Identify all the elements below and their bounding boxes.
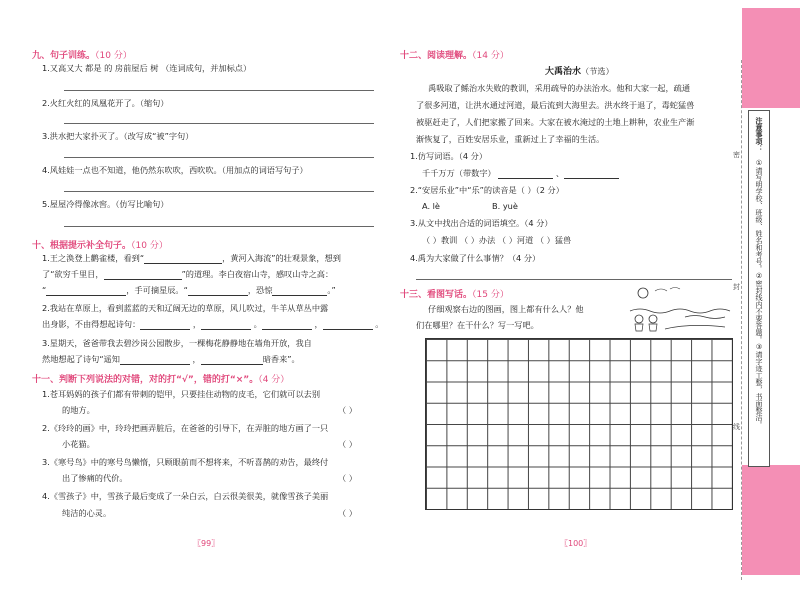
q11-1-line1: 1.苍耳妈妈的孩子们都有带刺的铠甲，只要挂住动物的皮毛，它们就可以去别 — [42, 389, 321, 399]
q11-3-line1: 3.《寒号鸟》中的寒号鸟懒惰，只顾眼前而不想将来，不听喜鹊的劝告，最终付 — [42, 457, 329, 467]
text: ，恐惊 — [247, 285, 273, 295]
q10-3-line1: 3.星期天，爸爸带我去碧沙岗公园散步，一棵梅花静静地在墙角开放，我自 — [42, 338, 312, 348]
fill-blank[interactable] — [564, 170, 619, 179]
passage-line: 了很多河道，让洪水通过河道，最后流到大海里去。洪水终于退了，毒蛇猛兽 — [416, 100, 695, 110]
fill-blank[interactable] — [201, 321, 251, 330]
page-number-right: 〖100〗 — [560, 539, 592, 548]
q10-2-line2: 出身影，不由得想起诗句： ， 。 ， 。 — [42, 319, 384, 329]
section-title-text: 十二、阅读理解。 — [400, 51, 473, 61]
section-12-title — [400, 48, 509, 61]
q9-3: 3.洪水把大家扑灭了。（改写成“被”字句） — [42, 131, 194, 141]
notice-panel — [748, 110, 770, 467]
judge-paren[interactable]: （ ） — [338, 508, 357, 518]
section-title-text: 九、句子训练。 — [32, 51, 96, 61]
section-11-title — [32, 372, 289, 385]
passage-note: （节选） — [581, 66, 614, 76]
option-a[interactable]: A. lè — [422, 201, 440, 211]
answer-line[interactable] — [64, 90, 374, 91]
answer-line[interactable] — [64, 226, 374, 227]
text: 。” — [327, 285, 336, 295]
q9-5: 5.屋屋冷得像冰窖。（仿写比喻句） — [42, 199, 169, 209]
passage-line: 渐恢复了，百姓安居乐业，重新过上了幸福的生活。 — [416, 134, 605, 144]
fill-blank[interactable] — [120, 356, 190, 365]
example-word: 千千万万（带数字） — [422, 168, 496, 178]
text: ，黄河入海流”的壮观景象，想到 — [222, 253, 341, 263]
section-points: （10 分） — [131, 241, 168, 251]
q9-4: 4.风娃娃一点也不知道，他仍然东吹吹，西吹吹。（用加点的词语写句子） — [42, 165, 308, 175]
page-number-text: 99 — [201, 539, 212, 548]
fill-blank[interactable] — [323, 321, 373, 330]
section-10-title — [32, 238, 168, 251]
section-points: （15 分） — [472, 290, 509, 300]
section-points: （4 分） — [258, 375, 290, 385]
child-figure-icon — [635, 315, 643, 331]
notice-title: 注意事项： — [755, 117, 763, 152]
judge-paren[interactable]: （ ） — [338, 439, 357, 449]
fill-blank[interactable] — [104, 271, 182, 280]
prompt-line: 们在哪里？在干什么？写一写吧。 — [416, 320, 539, 330]
passage-heading: 大禹治水 — [545, 67, 582, 77]
seal-mark-feng: 封 — [733, 283, 740, 291]
pink-corner-tab-top — [742, 8, 800, 108]
shore-icon — [665, 325, 725, 329]
text: ”的道理。李白夜宿山寺，感叹山寺之高： — [181, 269, 334, 279]
fill-blank[interactable] — [262, 321, 312, 330]
fill-blank[interactable] — [188, 287, 248, 296]
judge-paren[interactable]: （ ） — [338, 473, 357, 483]
section-9-title — [32, 48, 132, 61]
text: 了“欲穷千里目， — [42, 269, 104, 279]
q10-3-line2: 然地想起了诗句“遥知 ， 暗香来”。 — [42, 354, 300, 364]
section-title-text: 十、根据提示补全句子。 — [32, 241, 132, 251]
q12-4: 4.禹为大家做了什么事情？（4 分） — [410, 253, 541, 263]
section-title-text: 十三、看图写话。 — [400, 290, 473, 300]
fill-blank[interactable] — [201, 356, 263, 365]
q11-2-line1: 2.《玲玲的画》中，玲玲把画弄脏后，在爸爸的引导下，在弄脏的地方画了一只 — [42, 423, 329, 433]
passage-title — [545, 64, 614, 77]
q10-1-line2 — [42, 269, 333, 280]
q9-2: 2.火红火红的凤凰花开了。（缩句） — [42, 98, 169, 108]
bird-icon — [655, 288, 680, 292]
q11-4-line1: 4.《雪孩子》中，雪孩子最后变成了一朵白云，白云很美很美，就像雪孩子美丽 — [42, 491, 329, 501]
text: 出身影，不由得想起诗句： — [42, 319, 141, 329]
q12-1-blanks: 千千万万（带数字） 、 — [422, 168, 619, 179]
text: 1.王之涣登上鹳雀楼，看到“ — [42, 253, 145, 263]
q9-1: 1.又高又大 都是 的 房前屋后 树 （连词成句，并加标点） — [42, 63, 252, 73]
q10-1-line1 — [42, 253, 341, 264]
child-figure-icon — [649, 315, 657, 331]
q10-2-line1: 2.我站在草原上，看到蓝蓝的天和辽阔无边的草原，风儿吹过，牛羊从草丛中露 — [42, 303, 329, 313]
seal-line — [741, 60, 742, 580]
q12-3: 3.从文中找出合适的词语填空。（4 分） — [410, 218, 553, 228]
answer-line[interactable] — [64, 191, 374, 192]
q11-4-line2: 纯洁的心灵。 — [62, 508, 112, 518]
picture-kids-beach — [625, 283, 735, 333]
answer-line[interactable] — [64, 157, 374, 158]
passage-line: 被驱赶走了，人们把家搬了回来。大家在被水淹过的土地上耕种，农业生产渐 — [416, 117, 695, 127]
writing-grid[interactable] — [425, 338, 733, 510]
sun-icon — [638, 288, 648, 298]
q12-2: 2.“安居乐业”中“乐”的读音是（ ）（2 分） — [410, 185, 564, 195]
q11-1-line2: 的地方。 — [62, 405, 95, 415]
answer-line[interactable] — [64, 123, 374, 124]
fill-blank[interactable] — [144, 255, 222, 264]
section-13-title — [400, 287, 509, 300]
section-points: （10 分） — [95, 51, 132, 61]
seal-mark-mi: 密 — [733, 151, 740, 159]
fill-blank[interactable] — [272, 287, 327, 296]
pink-corner-tab-bottom — [742, 465, 800, 575]
notice-body: ①请写明学校、班级、姓名和考号。②密封线内不要答题。③请字迹工整，书面整洁。 — [755, 159, 763, 428]
page-number-left: 〖99〗 — [193, 539, 220, 548]
section-title-text: 十一、判断下列说法的对错，对的打“√”，错的打“×”。 — [32, 375, 259, 385]
passage-line: 禹吸取了鲧治水失败的教训，采用疏导的办法治水。他和大家一起，疏通 — [428, 83, 691, 93]
section-points: （14 分） — [472, 51, 509, 61]
q11-3-line2: 出了惨痛的代价。 — [62, 473, 128, 483]
answer-line[interactable] — [416, 279, 732, 280]
option-b[interactable]: B. yuè — [492, 201, 518, 211]
judge-paren[interactable]: （ ） — [338, 405, 357, 415]
q12-1: 1.仿写词语。（4 分） — [410, 151, 488, 161]
text: 然地想起了诗句“遥知 — [42, 354, 120, 364]
text: 暗香来”。 — [262, 354, 300, 364]
prompt-line: 仔细观察右边的图画，图上都有什么人？他 — [428, 304, 584, 314]
wave-icon — [685, 316, 725, 319]
wave-icon — [630, 309, 730, 313]
q10-1-line3: “ ，手可摘星辰。“ ，恐惊 。” — [42, 285, 336, 295]
seal-mark-xian: 线 — [733, 423, 740, 431]
fill-blank[interactable] — [46, 287, 126, 296]
text: ，手可摘星辰。 — [126, 285, 184, 295]
fill-blank[interactable] — [140, 321, 190, 330]
page-number-text: 100 — [568, 539, 584, 548]
q11-2-line2: 小花猫。 — [62, 439, 95, 449]
fill-blank[interactable] — [498, 170, 553, 179]
q12-3-blanks[interactable]: （ ）教训 （ ）办法 （ ）河道 （ ）猛兽 — [422, 235, 572, 245]
